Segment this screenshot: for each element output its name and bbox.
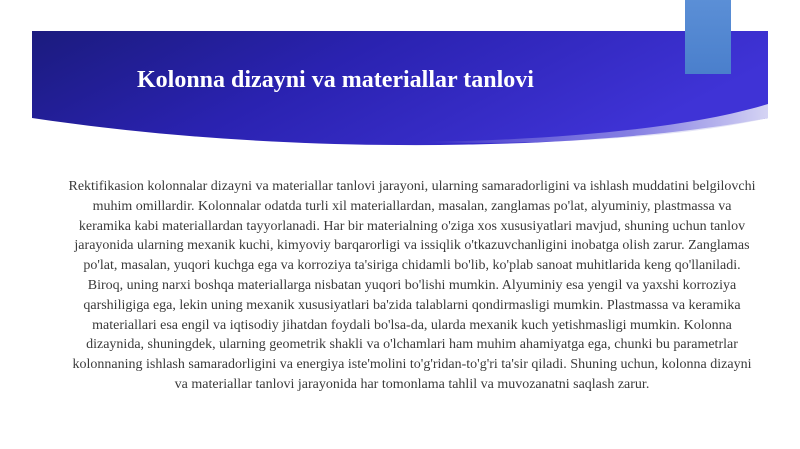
slide-title: Kolonna dizayni va materiallar tanlovi [137,67,534,93]
slide-body-text: Rektifikasion kolonnalar dizayni va materiallar tanlovi jarayoni, ularning samaradorligini va ishlash muddatini belgilovchi muhim omillardir. Kolonnalar odatda turli xil materiallardan, masalan, zanglamas po'lat, alyuminiy, plastmassa va keramika kabi materiallardan tayyorlanadi. Har bir materialning o'ziga xos xususiyatlari mavjud, shuning uchun tanlov jarayonida ularning mexanik kuchi, kimyoviy barqarorligi va issiqlik o'tkazuvchanligini inobatga olish zarur. Zanglamas po'lat, masalan, yuqori kuchga ega va korroziya ta'siriga chidamli bo'lib, ko'plab sanoat muhitlarida keng qo'llaniladi. Biroq, uning narxi boshqa materiallarga nisbatan yuqori bo'lishi mumkin. Alyuminiy esa yengil va yaxshi korroziya qarshiligiga ega, lekin uning mexanik xususiyatlari ba'zida talablarni qondirmasligi mumkin. Plastmassa va keramika materiallari esa engil va iqtisodiy jihatdan foydali bo'lsa-da, ularda mexanik kuch yetishmasligi mumkin. Kolonna dizaynida, shuningdek, ularning geometrik shakli va o'lchamlari ham muhim ahamiyatga ega, chunki bu parametrlar kolonnaning ishlash samaradorligini va energiya iste'molini to'g'ridan-to'g'ri ta'sir qiladi. Shuning uchun, kolonna dizayni va materiallar tanlovi jarayonida har tomonlama tahlil va muvozanatni saqlash zarur. [68,179,756,392]
